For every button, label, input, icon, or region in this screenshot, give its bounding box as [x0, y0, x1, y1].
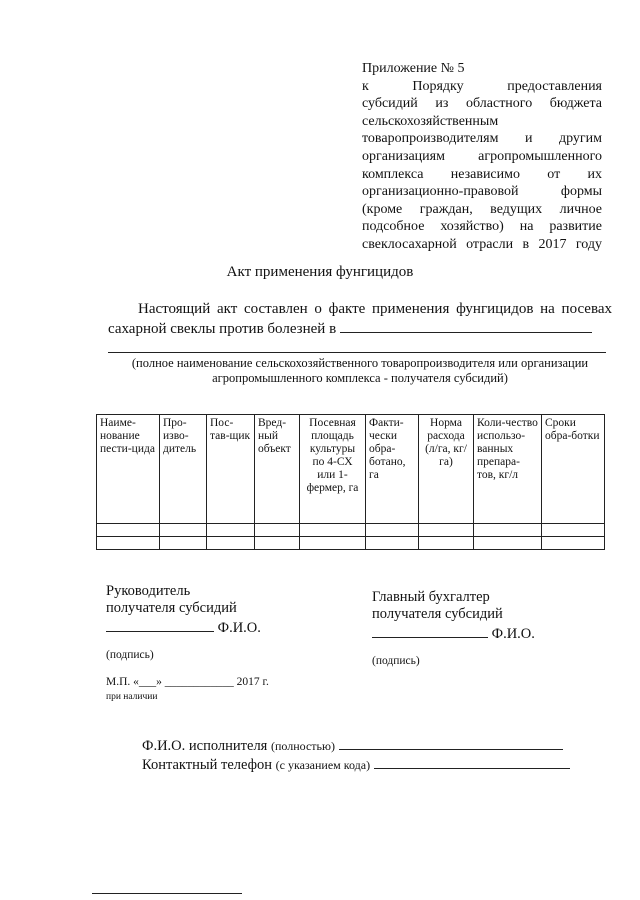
executor-name-note: (полностью) [270, 739, 335, 753]
table-cell[interactable] [419, 537, 474, 550]
accountant-fio-label: Ф.И.О. [491, 626, 535, 642]
footnote-divider [92, 893, 242, 894]
appendix-note [362, 60, 602, 254]
stamp-date-row: М.П. «___» ____________ 2017 г. [106, 676, 269, 688]
table-cell[interactable] [97, 537, 160, 550]
executor-phone-field[interactable] [374, 756, 570, 769]
executor-name-label: Ф.И.О. исполнителя [142, 738, 268, 754]
accountant-signature-block [372, 589, 535, 670]
table-row [97, 537, 605, 550]
header-cell: Вред-ный объект [255, 415, 300, 524]
head-signature-block [106, 583, 269, 706]
header-cell: Сроки обра-ботки [542, 415, 605, 524]
accountant-title: Главный бухгалтер [372, 589, 490, 605]
appendix-line: комплекса независимо от их [362, 166, 602, 182]
stamp-note: при наличии [106, 692, 158, 702]
recipient-caption: (полное наименование сельскохозяйственного товаропроизводителя или организации агропромышленного комплекса - получателя субсидий) [131, 356, 589, 385]
head-sign-note: (подпись) [106, 649, 154, 661]
table-cell[interactable] [97, 524, 160, 537]
appendix-line: организациям агропромышленного [362, 148, 602, 164]
table-cell[interactable] [300, 537, 366, 550]
appendix-line: товаропроизводителям и другим [362, 131, 602, 147]
table-cell[interactable] [474, 537, 542, 550]
head-title-sub: получателя субсидий [106, 600, 237, 616]
table-cell[interactable] [542, 524, 605, 537]
table-cell[interactable] [207, 537, 255, 550]
appendix-line: субсидий из областного бюджета [362, 96, 602, 112]
executor-phone-row [142, 756, 570, 774]
executor-name-row [142, 737, 563, 755]
table-cell[interactable] [542, 537, 605, 550]
table-header-row [97, 415, 605, 524]
executor-phone-label: Контактный телефон [142, 757, 273, 773]
appendix-line: сельскохозяйственным [362, 113, 499, 129]
table-cell[interactable] [207, 524, 255, 537]
document-title: Акт применения фунгицидов [226, 264, 414, 280]
appendix-line: организационно-правовой формы [362, 184, 602, 200]
appendix-line: Приложение № 5 [362, 61, 465, 76]
fungicide-table [96, 414, 605, 550]
header-cell: Наиме-нование пести-цида [97, 415, 160, 524]
header-cell: Про-изво-дитель [160, 415, 207, 524]
header-cell: Пос-тав-щик [207, 415, 255, 524]
table-cell[interactable] [160, 524, 207, 537]
appendix-line: подсобное хозяйство) на развитие [362, 219, 602, 235]
table-cell[interactable] [255, 537, 300, 550]
recipient-name-field-continued[interactable] [108, 352, 606, 353]
intro-line-text: сахарной свеклы против болезней в [108, 321, 337, 337]
table-cell[interactable] [474, 524, 542, 537]
head-sign-row [106, 619, 269, 637]
table-row [97, 524, 605, 537]
table-cell[interactable] [255, 524, 300, 537]
head-title: Руководитель [106, 583, 191, 599]
recipient-name-field[interactable] [340, 318, 592, 333]
appendix-line: к Порядку предоставления [362, 78, 602, 94]
table-cell[interactable] [366, 537, 419, 550]
header-cell: Факти-чески обра-ботано, га [366, 415, 419, 524]
appendix-line: свеклосахарной отрасли в 2017 году [362, 236, 602, 252]
accountant-signature-field[interactable] [372, 625, 488, 638]
accountant-title-sub: получателя субсидий [372, 606, 503, 622]
head-signature-field[interactable] [106, 619, 214, 632]
table-cell[interactable] [160, 537, 207, 550]
appendix-line: (кроме граждан, ведущих личное [362, 201, 602, 217]
accountant-sign-row [372, 625, 535, 643]
intro-line: Настоящий акт составлен о факте применения фунгицидов на посевах [138, 301, 612, 317]
executor-name-field[interactable] [339, 737, 563, 750]
head-fio-label: Ф.И.О. [217, 620, 261, 636]
header-cell: Посевная площадь культуры по 4-СХ или 1-фермер, га [300, 415, 366, 524]
header-cell: Норма расхода (л/га, кг/га) [419, 415, 474, 524]
accountant-sign-note: (подпись) [372, 655, 420, 667]
table-cell[interactable] [366, 524, 419, 537]
header-cell: Коли-чество использо-ванных препара-тов, кг/л [474, 415, 542, 524]
table-cell[interactable] [300, 524, 366, 537]
intro-line-2 [108, 318, 612, 338]
table-cell[interactable] [419, 524, 474, 537]
executor-phone-note: (с указанием кода) [275, 758, 371, 772]
intro-paragraph [108, 300, 612, 338]
